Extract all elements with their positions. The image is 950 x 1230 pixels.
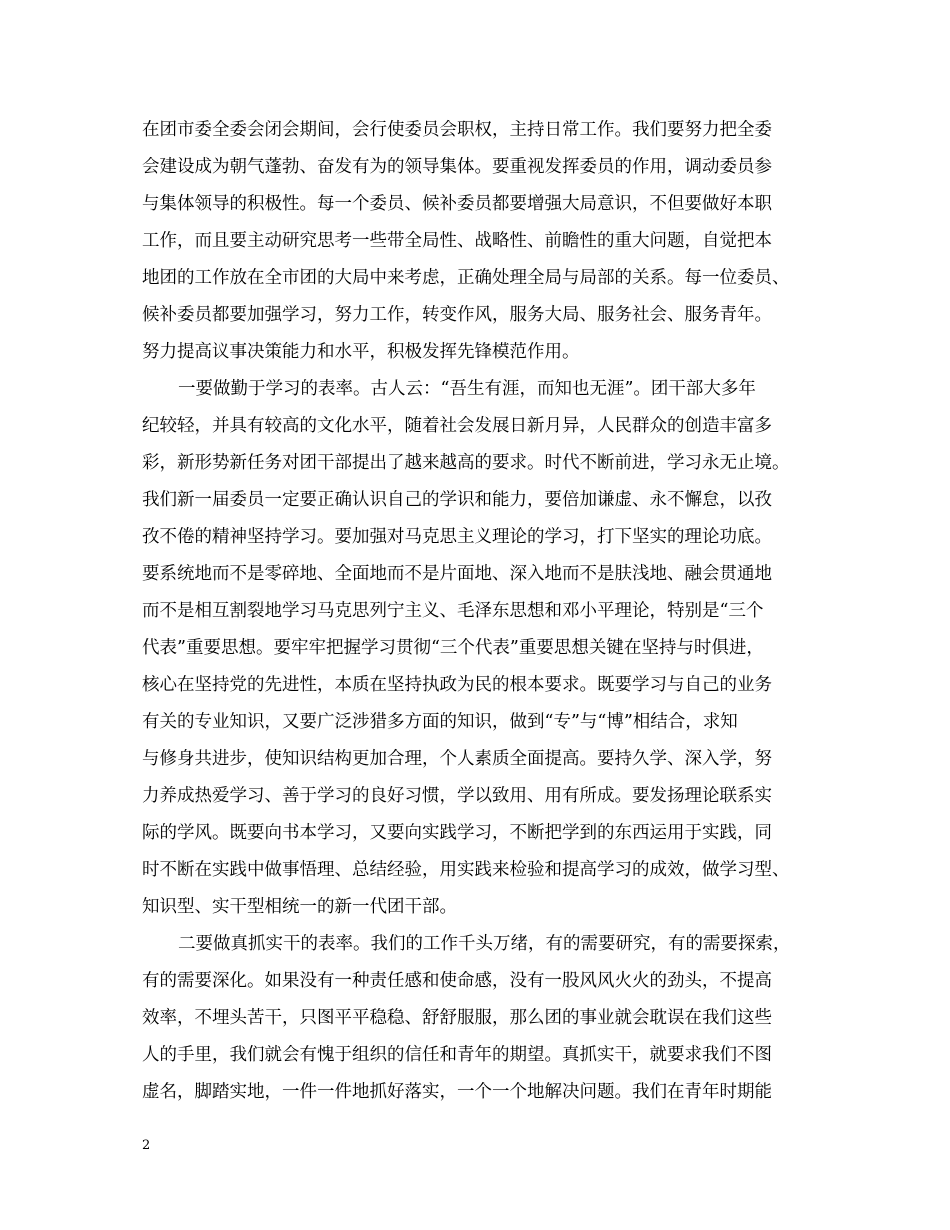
body-text-line: 孜不倦的精神坚持学习。要加强对马克思主义理论的学习，打下坚实的理论功底。 (142, 527, 772, 547)
page-number: 2 (142, 1138, 151, 1153)
body-text-line: 与修身共进步，使知识结构更加合理，个人素质全面提高。要持久学、深入学，努 (142, 749, 772, 769)
body-text-line: 有的需要深化。如果没有一种责任感和使命感，没有一股风风火火的劲头，不提高 (142, 971, 772, 991)
body-text-line: 我们新一届委员一定要正确认识自己的学识和能力，要倍加谦虚、永不懈怠，以孜 (142, 490, 772, 510)
body-text-line: 纪较轻，并具有较高的文化水平，随着社会发展日新月异，人民群众的创造丰富多 (142, 416, 772, 436)
body-text-line: 效率，不埋头苦干，只图平平稳稳、舒舒服服，那么团的事业就会耽误在我们这些 (142, 1008, 772, 1028)
body-text-line: 虚名，脚踏实地，一件一件地抓好落实，一个一个地解决问题。我们在青年时期能 (142, 1082, 772, 1102)
body-text-line: 努力提高议事决策能力和水平，积极发挥先锋模范作用。 (142, 342, 580, 362)
body-text-line: 会建设成为朝气蓬勃、奋发有为的领导集体。要重视发挥委员的作用，调动委员参 (142, 157, 772, 177)
paragraph-first-line: 二要做真抓实干的表率。我们的工作千头万绪，有的需要研究，有的需要探索， (178, 934, 791, 954)
body-text-line: 而不是相互割裂地学习马克思列宁主义、毛泽东思想和邓小平理论，特别是“三个 (142, 601, 764, 621)
body-text-line: 要系统地而不是零碎地、全面地而不是片面地、深入地而不是肤浅地、融会贯通地 (142, 564, 772, 584)
body-text-line: 与集体领导的积极性。每一个委员、候补委员都要增强大局意识，不但要做好本职 (142, 194, 772, 214)
body-text-line: 力养成热爱学习、善于学习的良好习惯，学以致用、用有所成。要发扬理论联系实 (142, 786, 772, 806)
body-text-line: 代表”重要思想。要牢牢把握学习贯彻“三个代表”重要思想关键在坚持与时俱进， (142, 638, 764, 658)
body-text-line: 核心在坚持党的先进性，本质在坚持执政为民的根本要求。既要学习与自己的业务 (142, 675, 772, 695)
body-text-line: 有关的专业知识，又要广泛涉猎多方面的知识，做到“专”与“博”相结合，求知 (142, 712, 738, 732)
body-text-line: 候补委员都要加强学习，努力工作，转变作风，服务大局、服务社会、服务青年。 (142, 305, 772, 325)
body-text-line: 地团的工作放在全市团的大局中来考虑，正确处理全局与局部的关系。每一位委员、 (142, 268, 790, 288)
body-text-line: 彩，新形势新任务对团干部提出了越来越高的要求。时代不断前进，学习永无止境。 (142, 453, 790, 473)
body-text-line: 际的学风。既要向书本学习，又要向实践学习，不断把学到的东西运用于实践，同 (142, 823, 772, 843)
body-text-line: 人的手里，我们就会有愧于组织的信任和青年的期望。真抓实干，就要求我们不图 (142, 1045, 772, 1065)
body-text-line: 知识型、实干型相统一的新一代团干部。 (142, 897, 457, 917)
paragraph-first-line: 一要做勤于学习的表率。古人云：“吾生有涯，而知也无涯”。团干部大多年 (178, 379, 756, 399)
body-text-line: 工作，而且要主动研究思考一些带全局性、战略性、前瞻性的重大问题，自觉把本 (142, 231, 772, 251)
body-text-line: 在团市委全委会闭会期间，会行使委员会职权，主持日常工作。我们要努力把全委 (142, 120, 772, 140)
body-text-line: 时不断在实践中做事悟理、总结经验，用实践来检验和提高学习的成效，做学习型、 (142, 860, 790, 880)
